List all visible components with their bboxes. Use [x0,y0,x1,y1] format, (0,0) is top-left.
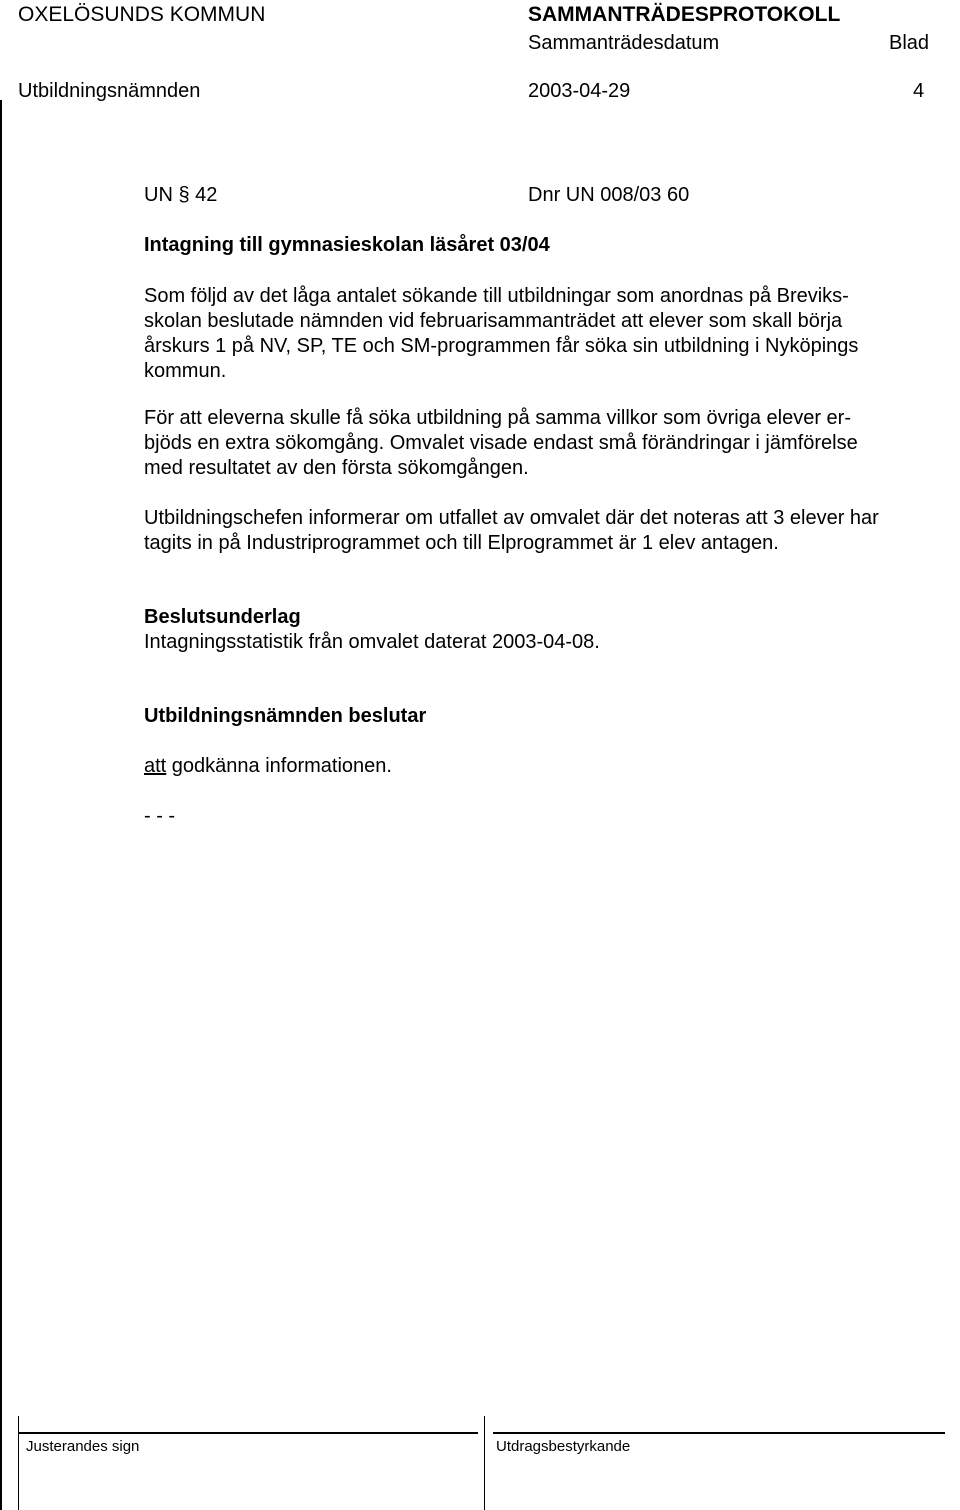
paragraph-1-line: kommun. [144,360,227,382]
justerandes-sign-label: Justerandes sign [26,1438,140,1455]
page-label: Blad [889,32,930,54]
basis-text: Intagningsstatistik från omvalet daterat 2003-04-08. [144,631,600,653]
paragraph-2 [144,406,858,481]
page-number: 4 [913,80,925,102]
municipality-name: OXELÖSUNDS KOMMUN [18,3,266,26]
decision-text: godkänna informationen. [166,755,392,777]
paragraph-2-line: För att eleverna skulle få söka utbildning på samma villkor som övriga elever er- [144,407,851,429]
paragraph-3-line: tagits in på Industriprogrammet och till Elprogrammet är 1 elev antagen. [144,532,779,554]
decision-att: att [144,755,167,777]
committee-name: Utbildningsnämnden [18,80,201,102]
paragraph-number: UN § 42 [144,184,218,206]
footer-rule-right [493,1432,945,1434]
item-title: Intagning till gymnasieskolan läsåret 03/04 [144,234,550,256]
end-marker: - - - [144,805,176,827]
decision-line [144,754,392,779]
utdragsbestyrkande-label: Utdragsbestyrkande [496,1438,631,1455]
footer-rule-left [18,1432,478,1434]
decision-heading: Utbildningsnämnden beslutar [144,705,427,727]
paragraph-1-line: skolan beslutade nämnden vid februarisammanträdet att elever som skall börja [144,310,843,332]
paragraph-2-line: med resultatet av den första sökomgången. [144,457,529,479]
paragraph-3 [144,506,879,556]
paragraph-3-line: Utbildningschefen informerar om utfallet av omvalet där det noteras att 3 elever har [144,507,879,529]
date-label: Sammanträdesdatum [528,32,720,54]
paragraph-1 [144,284,858,384]
paragraph-1-line: årskurs 1 på NV, SP, TE och SM-programmen får söka sin utbildning i Nyköpings [144,335,859,357]
paragraph-2-line: bjöds en extra sökomgång. Omvalet visade endast små förändringar i jämförelse [144,432,858,454]
footer-divider-left [18,1416,19,1510]
paragraph-1-line: Som följd av det låga antalet sökande till utbildningar som anordnas på Breviks- [144,285,849,307]
left-margin-rule [0,100,2,1510]
document-type: SAMMANTRÄDESPROTOKOLL [528,3,841,26]
basis-heading: Beslutsunderlag [144,606,301,628]
meeting-date: 2003-04-29 [528,80,631,102]
footer-divider-middle [484,1416,485,1510]
diary-number: Dnr UN 008/03 60 [528,184,690,206]
